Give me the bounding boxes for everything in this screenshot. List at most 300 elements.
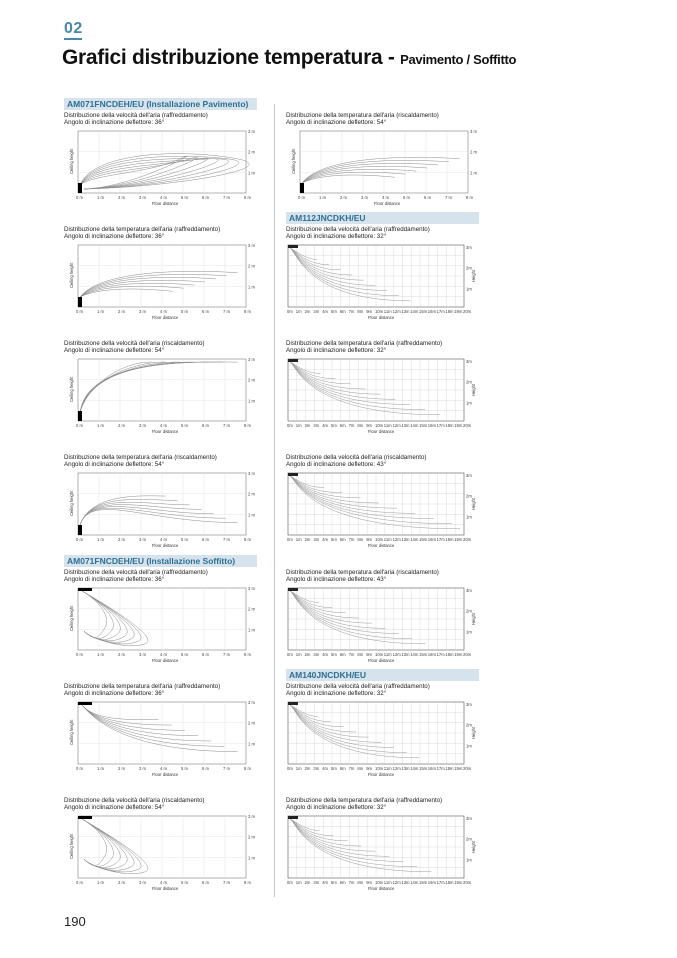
x-tick-label: 5m [331,422,337,428]
x-tick-label: 17m [436,765,445,771]
x-tick-label: 8 m [244,879,251,885]
x-tick-label: 10m [375,879,384,885]
x-tick-label: 0 m [298,194,305,200]
caption-line-angle: Angolo di inclinazione deflettore: 54° [64,347,165,355]
distribution-chart-c6 [64,698,254,782]
x-tick-label: 1m [295,879,302,885]
y-tick-label: 3 m [248,699,255,705]
chart-caption [286,797,476,812]
caption-line-angle: Angolo di inclinazione deflettore: 54° [64,461,165,469]
x-tick-label: 7 m [223,879,230,885]
chart-block-c6 [64,683,254,782]
x-tick-label: 6m [339,879,346,885]
x-tick-label: 13m [401,536,410,542]
page-title-sub: Pavimento / Soffitto [400,52,517,67]
x-tick-label: 2 m [118,536,125,542]
x-tick-label: 1 m [97,765,104,771]
y-tick-label: 1m [466,743,472,749]
x-tick-label: 14m [410,651,419,657]
x-tick-label: 5 m [181,765,188,771]
x-tick-label: 17m [436,879,445,885]
x-axis-label: Floor distance [368,657,395,663]
y-tick-label: 3 m [248,128,255,134]
x-tick-label: 0 m [76,651,83,657]
y-axis-label: Height [471,612,476,625]
distribution-chart-c1 [64,127,254,211]
x-tick-label: 11m [383,536,392,542]
x-tick-label: 7 m [445,194,452,200]
indoor-unit [78,411,82,421]
indoor-unit [78,588,92,591]
x-tick-label: 7m [348,765,355,771]
chart-block-r3 [286,340,476,437]
y-tick-label: 2 m [248,491,255,497]
y-axis-label: Height [471,497,476,510]
indoor-unit [288,702,298,705]
y-axis-label: Ceiling height [69,148,74,174]
x-tick-label: 3 m [139,422,146,428]
x-tick-label: 15m [419,308,428,314]
x-tick-label: 7 m [223,536,230,542]
chart-block-c4 [64,454,254,553]
x-tick-label: 10m [375,765,384,771]
y-tick-label: 3 m [248,585,255,591]
x-axis-label: Floor distance [368,771,395,777]
x-tick-label: 1m [295,765,302,771]
y-tick-label: 2m [466,722,472,728]
x-tick-label: 2 m [118,194,125,200]
x-tick-label: 20m [463,765,472,771]
y-axis-label: Ceiling height [69,376,74,402]
chart-block-c2 [64,226,254,325]
caption-line-angle: Angolo di inclinazione deflettore: 36° [64,233,165,241]
y-tick-label: 1m [466,629,472,635]
x-tick-label: 5 m [181,879,188,885]
distribution-chart-c4 [64,469,254,553]
y-tick-label: 3m [466,815,472,821]
x-tick-label: 11m [383,308,392,314]
x-tick-label: 10m [375,308,384,314]
y-tick-label: 1m [466,514,472,520]
caption-line-angle: Angolo di inclinazione deflettore: 36° [64,119,165,127]
x-tick-label: 12m [392,651,401,657]
indoor-unit [78,525,82,535]
chart-block-r5 [286,569,476,666]
x-tick-label: 8 m [466,194,473,200]
x-tick-label: 11m [383,765,392,771]
x-tick-label: 7m [348,651,355,657]
x-tick-label: 5 m [403,194,410,200]
x-tick-label: 6 m [202,422,209,428]
x-axis-label: Floor distance [152,771,179,777]
x-tick-label: 18m [445,651,454,657]
y-tick-label: 1 m [248,855,255,861]
x-tick-label: 0m [287,536,293,542]
chart-caption [286,569,476,584]
distribution-chart-c7 [64,812,254,896]
x-tick-label: 13m [401,422,410,428]
x-tick-label: 9m [366,651,373,657]
x-tick-label: 1m [295,422,302,428]
caption-line-distribution: Distribuzione della velocità dell'aria (riscaldamento) [64,340,205,347]
chart-block-c7 [64,797,254,896]
y-tick-label: 2m [466,265,472,271]
y-tick-label: 1m [466,857,472,863]
x-tick-label: 3m [313,422,320,428]
y-tick-label: 3m [466,358,472,364]
x-axis-label: Floor distance [374,200,401,206]
x-tick-label: 9m [366,765,373,771]
caption-line-angle: Angolo di inclinazione deflettore: 32° [286,233,387,241]
x-tick-label: 7m [348,422,355,428]
x-tick-label: 7 m [223,194,230,200]
x-tick-label: 2 m [118,308,125,314]
chart-caption [286,340,476,355]
y-tick-label: 3 m [248,356,255,362]
chart-block-r1 [286,112,476,211]
x-tick-label: 15m [419,651,428,657]
x-tick-label: 2m [304,536,311,542]
x-axis-label: Floor distance [152,314,179,320]
y-axis-label: Height [471,840,476,853]
x-tick-label: 7 m [223,308,230,314]
chart-caption [286,112,476,127]
chart-caption [64,112,254,127]
x-tick-label: 18m [445,422,454,428]
indoor-unit [78,702,92,705]
caption-line-angle: Angolo di inclinazione deflettore: 54° [286,119,387,127]
chart-block-c3 [64,340,254,439]
x-tick-label: 16m [427,422,436,428]
x-tick-label: 5 m [181,308,188,314]
x-axis-label: Floor distance [368,542,395,548]
x-tick-label: 8m [357,536,364,542]
x-tick-label: 17m [436,308,445,314]
x-tick-label: 6 m [202,536,209,542]
x-tick-label: 12m [392,765,401,771]
x-tick-label: 0m [287,765,293,771]
y-tick-label: 3m [466,587,472,593]
y-axis-label: Height [471,383,476,396]
x-tick-label: 6m [339,422,346,428]
x-tick-label: 3 m [139,194,146,200]
x-tick-label: 2 m [118,879,125,885]
caption-line-distribution: Distribuzione della temperatura dell'aria (raffreddamento) [64,226,221,233]
x-tick-label: 4 m [160,308,167,314]
x-tick-label: 6m [339,651,346,657]
y-axis-label: Ceiling height [69,490,74,516]
caption-line-angle: Angolo di inclinazione deflettore: 32° [286,690,387,698]
x-tick-label: 15m [419,765,428,771]
indoor-unit [288,816,298,819]
chart-caption [64,683,254,698]
indoor-unit [300,183,304,193]
x-tick-label: 5 m [181,536,188,542]
y-tick-label: 2m [466,836,472,842]
model-header-am140: AM140JNCDKH/EU [286,669,479,681]
y-tick-label: 1 m [248,512,255,518]
y-tick-label: 3m [466,701,472,707]
chart-block-c1 [64,112,254,211]
y-axis-label: Ceiling height [69,605,74,631]
x-tick-label: 7m [348,879,355,885]
x-tick-label: 9m [366,879,373,885]
x-axis-label: Floor distance [152,428,179,434]
x-tick-label: 6 m [202,651,209,657]
x-tick-label: 2m [304,422,311,428]
x-tick-label: 8 m [244,308,251,314]
y-axis-label: Ceiling height [69,833,74,859]
x-tick-label: 20m [463,422,472,428]
x-tick-label: 4 m [160,194,167,200]
model-header-ceiling: AM071FNCDEH/EU (Installazione Soffitto) [64,555,257,567]
x-tick-label: 12m [392,536,401,542]
x-tick-label: 12m [392,422,401,428]
x-tick-label: 18m [445,765,454,771]
x-tick-label: 8 m [244,536,251,542]
caption-line-distribution: Distribuzione della velocità dell'aria (riscaldamento) [64,797,205,804]
chart-caption [64,454,254,469]
x-tick-label: 18m [445,536,454,542]
x-tick-label: 1 m [97,194,104,200]
distribution-chart-r3 [286,355,476,437]
caption-line-angle: Angolo di inclinazione deflettore: 43° [286,461,387,469]
x-tick-label: 4 m [382,194,389,200]
y-tick-label: 2m [466,493,472,499]
x-tick-label: 6 m [202,879,209,885]
y-axis-label: Ceiling height [291,148,296,174]
x-tick-label: 13m [401,879,410,885]
x-tick-label: 6 m [424,194,431,200]
column-divider [274,104,275,897]
chart-block-c5 [64,569,254,668]
y-tick-label: 2 m [470,149,477,155]
indoor-unit [78,816,92,819]
x-tick-label: 8 m [244,422,251,428]
x-tick-label: 16m [427,536,436,542]
x-tick-label: 7 m [223,651,230,657]
caption-line-angle: Angolo di inclinazione deflettore: 32° [286,347,387,355]
y-tick-label: 2m [466,379,472,385]
y-tick-label: 3 m [248,470,255,476]
x-tick-label: 19m [454,536,463,542]
x-tick-label: 8m [357,422,364,428]
x-tick-label: 3 m [139,651,146,657]
caption-line-distribution: Distribuzione della temperatura dell'aria (raffreddamento) [286,340,443,347]
x-tick-label: 8m [357,765,364,771]
x-tick-label: 8m [357,308,364,314]
x-tick-label: 6m [339,308,346,314]
x-tick-label: 3m [313,651,320,657]
x-tick-label: 1 m [319,194,326,200]
x-tick-label: 6 m [202,194,209,200]
x-tick-label: 20m [463,308,472,314]
x-tick-label: 12m [392,879,401,885]
chart-caption [64,226,254,241]
x-axis-label: Floor distance [368,314,395,320]
x-axis-label: Floor distance [152,657,179,663]
x-tick-label: 3 m [139,765,146,771]
x-tick-label: 15m [419,536,428,542]
y-tick-label: 1 m [470,170,477,176]
caption-line-angle: Angolo di inclinazione deflettore: 43° [286,576,387,584]
distribution-chart-r7 [286,812,476,894]
x-tick-label: 4 m [160,879,167,885]
x-tick-label: 17m [436,536,445,542]
x-tick-label: 3 m [361,194,368,200]
x-tick-label: 12m [392,308,401,314]
indoor-unit [288,588,298,591]
distribution-chart-c2 [64,241,254,325]
x-tick-label: 5 m [181,422,188,428]
chart-block-r6 [286,683,476,780]
caption-line-angle: Angolo di inclinazione deflettore: 32° [286,804,387,812]
distribution-chart-r6 [286,698,476,780]
x-tick-label: 17m [436,651,445,657]
y-axis-label: Ceiling height [69,719,74,745]
y-tick-label: 3 m [248,813,255,819]
indoor-unit [288,245,298,248]
indoor-unit [78,297,82,307]
x-tick-label: 20m [463,879,472,885]
x-tick-label: 1m [295,536,302,542]
x-tick-label: 20m [463,651,472,657]
caption-line-distribution: Distribuzione della temperatura dell'aria (raffreddamento) [64,683,221,690]
model-header-am112: AM112JNCDKH/EU [286,212,479,224]
x-tick-label: 5m [331,765,337,771]
x-tick-label: 1 m [97,651,104,657]
x-tick-label: 0m [287,422,293,428]
x-tick-label: 8m [357,651,364,657]
x-tick-label: 9m [366,536,373,542]
x-tick-label: 9m [366,308,373,314]
x-tick-label: 19m [454,422,463,428]
y-tick-label: 1 m [248,284,255,290]
x-tick-label: 16m [427,765,436,771]
y-tick-label: 2 m [248,377,255,383]
y-tick-label: 2m [466,608,472,614]
section-number: 02 [64,20,83,37]
chart-caption [64,340,254,355]
x-tick-label: 6m [339,536,346,542]
x-tick-label: 14m [410,422,419,428]
x-tick-label: 10m [375,536,384,542]
x-tick-label: 11m [383,422,392,428]
x-tick-label: 0 m [76,308,83,314]
chart-block-r7 [286,797,476,894]
caption-line-distribution: Distribuzione della velocità dell'aria (raffreddamento) [286,683,430,690]
caption-line-distribution: Distribuzione della velocità dell'aria (riscaldamento) [286,454,427,461]
x-tick-label: 5m [331,308,337,314]
x-axis-label: Floor distance [152,200,179,206]
x-tick-label: 14m [410,308,419,314]
distribution-chart-r4 [286,469,476,551]
chart-caption [286,226,476,241]
x-tick-label: 4 m [160,765,167,771]
x-tick-label: 6m [339,765,346,771]
y-tick-label: 3 m [470,128,477,134]
y-tick-label: 2 m [248,720,255,726]
x-tick-label: 7 m [223,422,230,428]
x-tick-label: 19m [454,308,463,314]
distribution-chart-r2 [286,241,476,323]
y-tick-label: 3 m [248,242,255,248]
x-tick-label: 1 m [97,879,104,885]
x-tick-label: 5m [331,879,337,885]
caption-line-angle: Angolo di inclinazione deflettore: 36° [64,690,165,698]
x-tick-label: 2 m [118,651,125,657]
caption-line-distribution: Distribuzione della velocità dell'aria (raffreddamento) [64,112,208,119]
caption-line-distribution: Distribuzione della velocità dell'aria (raffreddamento) [64,569,208,576]
x-tick-label: 6 m [202,308,209,314]
x-axis-label: Floor distance [152,885,179,891]
x-tick-label: 0 m [76,422,83,428]
x-tick-label: 10m [375,651,384,657]
chart-block-r4 [286,454,476,551]
chart-caption [64,569,254,584]
indoor-unit [78,183,82,193]
caption-line-distribution: Distribuzione della velocità dell'aria (raffreddamento) [286,226,430,233]
x-tick-label: 3m [313,308,320,314]
x-tick-label: 11m [383,879,392,885]
caption-line-distribution: Distribuzione della temperatura dell'aria (riscaldamento) [64,454,217,461]
y-tick-label: 2 m [248,149,255,155]
x-tick-label: 4 m [160,422,167,428]
y-tick-label: 2 m [248,834,255,840]
x-tick-label: 4m [322,765,329,771]
chart-caption [286,454,476,469]
caption-line-distribution: Distribuzione della temperatura dell'aria (raffreddamento) [286,797,443,804]
x-tick-label: 1m [295,308,302,314]
x-tick-label: 15m [419,879,428,885]
x-tick-label: 18m [445,879,454,885]
x-tick-label: 7m [348,536,355,542]
x-tick-label: 4m [322,879,329,885]
x-tick-label: 16m [427,308,436,314]
caption-line-distribution: Distribuzione della temperatura dell'aria (riscaldamento) [286,112,439,119]
x-tick-label: 9m [366,422,373,428]
page-title-main: Grafici distribuzione temperatura - [62,46,401,69]
x-tick-label: 4 m [160,536,167,542]
page-title [62,46,516,70]
x-tick-label: 1 m [97,536,104,542]
x-tick-label: 5 m [181,194,188,200]
x-tick-label: 5 m [181,651,188,657]
x-tick-label: 0m [287,651,293,657]
x-tick-label: 16m [427,879,436,885]
x-tick-label: 0m [287,879,293,885]
x-tick-label: 8 m [244,651,251,657]
x-tick-label: 14m [410,879,419,885]
distribution-chart-c5 [64,584,254,668]
indoor-unit [288,473,298,476]
x-tick-label: 19m [454,765,463,771]
x-tick-label: 1m [295,651,302,657]
x-tick-label: 4m [322,308,329,314]
section-underline [64,38,82,40]
page-number: 190 [64,914,86,929]
x-tick-label: 2 m [118,765,125,771]
x-tick-label: 6 m [202,765,209,771]
x-tick-label: 13m [401,308,410,314]
x-axis-label: Floor distance [368,428,395,434]
x-tick-label: 4m [322,422,329,428]
chart-caption [286,683,476,698]
x-tick-label: 3 m [139,308,146,314]
x-tick-label: 0m [287,308,293,314]
x-tick-label: 8 m [244,765,251,771]
model-header-floor: AM071FNCDEH/EU (Installazione Pavimento) [64,98,257,110]
